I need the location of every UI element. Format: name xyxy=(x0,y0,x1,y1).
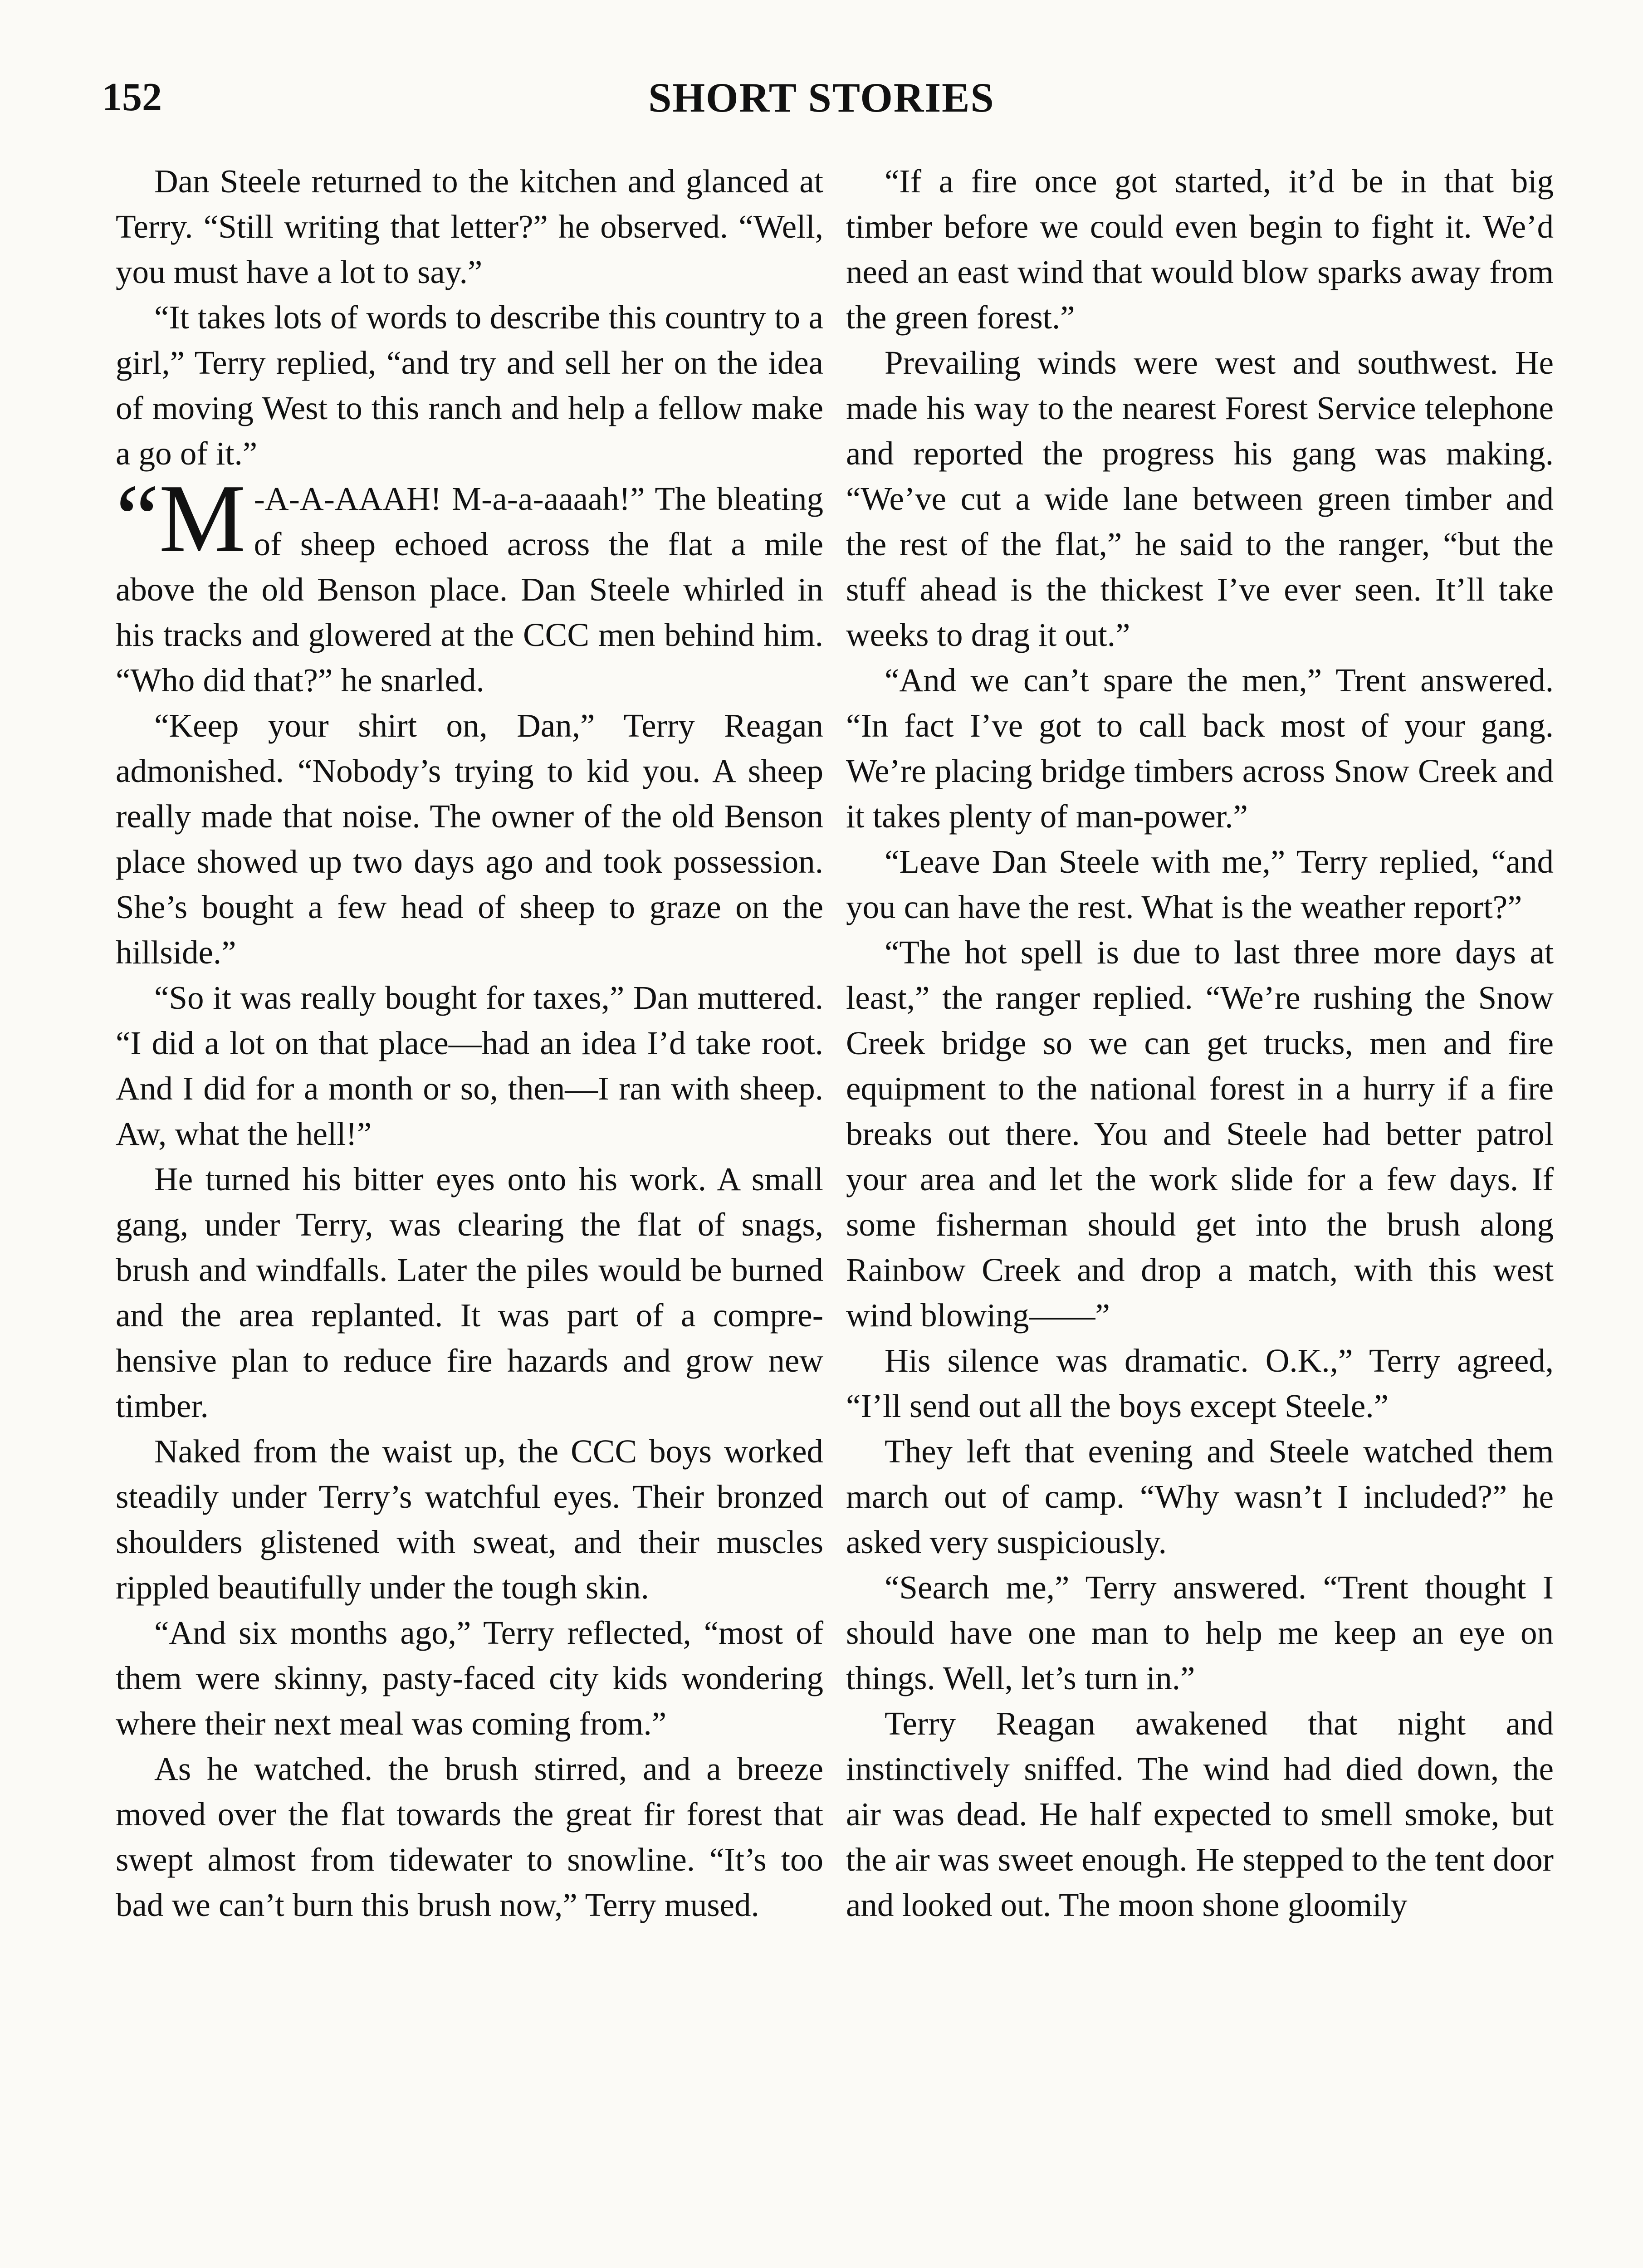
paragraph: Terry Reagan awakened that night and instinctively sniffed. The wind had died down, the air was dead. He half expected to smell smoke, but the air was sweet enough. He stepped to the tent door and looked out. The moon shone gloomily xyxy=(846,1705,1554,1923)
paragraph: “It takes lots of words to describe this country to a girl,” Terry replied, “and try and sell her on the idea of moving West to this ranch and help a fellow make a go of it.” xyxy=(116,299,823,472)
page-number: 152 xyxy=(102,75,162,119)
paragraph: “Keep your shirt on, Dan,” Terry Reagan admonished. “Nobody’s trying to kid you. A sheep really made that noise. The owner of the old Benson place showed up two days ago and took possession. She’s bought a few head of sheep to graze on the hillside.” xyxy=(116,707,823,971)
paragraph: He turned his bitter eyes onto his work. A small gang, under Terry, was clearing the flat of snags, brush and windfalls. Later the piles would be burned and the area replanted. It was part of a comprehensive plan to reduce fire hazards and grow new timber. xyxy=(116,1161,823,1424)
section-opening-paragraph xyxy=(116,464,823,703)
paragraph: “Leave Dan Steele with me,” Terry replied, “and you can have the rest. What is the weather report?” xyxy=(846,843,1554,925)
paragraph: “So it was really bought for taxes,” Dan muttered. “I did a lot on that place—had an idea I’d take root. And I did for a month or so, then—I ran with sheep. Aw, what the hell!” xyxy=(116,979,823,1152)
left-column xyxy=(116,159,823,1928)
paragraph: They left that evening and Steele watched them march out of camp. “Why wasn’t I included?” he asked very suspiciously. xyxy=(846,1433,1554,1560)
page-header xyxy=(0,68,1643,127)
paragraph: “And we can’t spare the men,” Trent answered. “In fact I’ve got to call back most of your gang. We’re placing bridge timbers across Snow Creek and it takes plenty of man-power.” xyxy=(846,662,1554,835)
running-head: SHORT STORIES xyxy=(648,74,995,121)
paragraph: “The hot spell is due to last three more days at least,” the ranger replied. “We’re rushing the Snow Creek bridge so we can get trucks, men and fire equipment to the national forest in a hurry if a fire breaks out there. You and Steele had better patrol your area and let the work slide for a few days. If some fisherman should get into the brush along Rainbow Creek and drop a match, with this west wind blowing——” xyxy=(846,934,1554,1334)
paragraph: “Search me,” Terry answered. “Trent thought I should have one man to help me keep an eye on things. Well, let’s turn in.” xyxy=(846,1569,1554,1696)
right-column xyxy=(846,159,1554,1928)
paragraph: “And six months ago,” Terry reflected, “most of them were skinny, pasty-faced city kids wondering where their next meal was coming from.” xyxy=(116,1614,823,1742)
paragraph: Naked from the waist up, the CCC boys worked steadily under Terry’s watchful eyes. Their bronzed shoulders glistened with sweat, and their muscles rippled beautifully under the tough skin. xyxy=(116,1433,823,1606)
paragraph: “If a fire once got started, it’d be in that big timber before we could even begin to fight it. We’d need an east wind that would blow sparks away from the green forest.” xyxy=(846,163,1554,336)
paragraph: His silence was dramatic. O.K.,” Terry agreed, “I’ll send out all the boys except Steele.” xyxy=(846,1342,1554,1424)
paragraph: Prevailing winds were west and southwest. He made his way to the nearest Forest Service telephone and reported the progress his gang was making. “We’ve cut a wide lane between green timber and the rest of the flat,” he said to the ranger, “but the stuff ahead is the thickest I’ve ever seen. It’ll take weeks to drag it out.” xyxy=(846,344,1554,653)
drop-cap: “M xyxy=(116,464,246,572)
paragraph: Dan Steele returned to the kitchen and glanced at Terry. “Still writing that letter?” he observed. “Well, you must have a lot to say.” xyxy=(116,163,823,290)
paragraph: As he watched. the brush stirred, and a breeze moved over the flat towards the great fir forest that swept almost from tidewater to snowline. “It’s too bad we can’t burn this brush now,” Terry mused. xyxy=(116,1750,823,1923)
paragraph-text: -A-A-AAAH! M-a-a-aaaah!” The bleating of sheep echoed across the flat a mile above the old Benson place. Dan Steele whirled in his tracks and glowered at the CCC men behind him. “Who did that?” he snarled. xyxy=(116,480,823,699)
